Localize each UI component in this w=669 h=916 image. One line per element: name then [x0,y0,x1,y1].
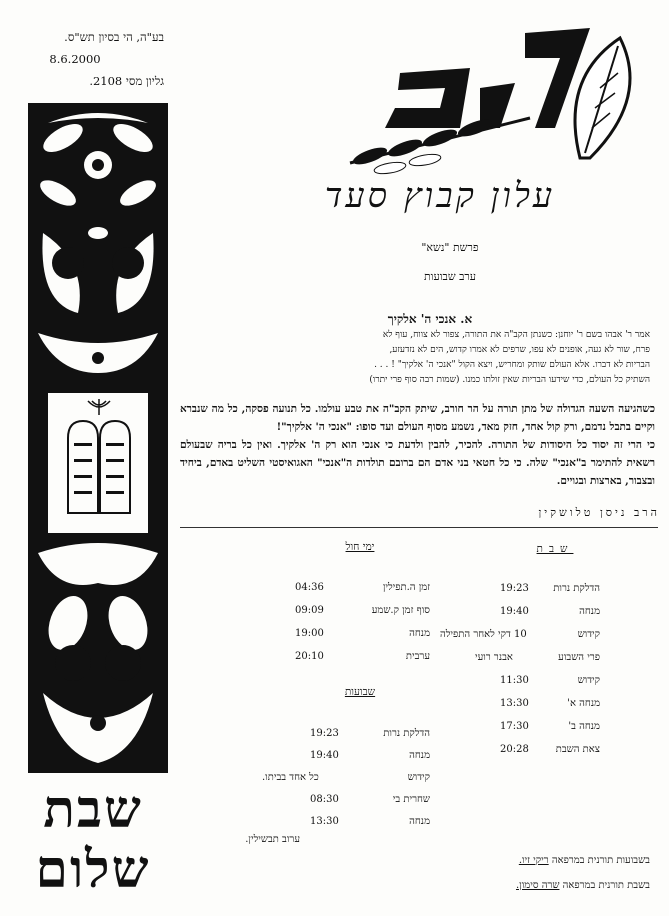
footer-line [400,855,650,866]
quote-line: הבריות לא דברו. אלא העולם שותק ומחריש, ויצא הקול "אנכי ה' אלקיך" ! . . . [374,360,650,370]
divider [180,527,658,528]
footer-name: ריקי זיו. [518,855,549,866]
article-quote [250,328,650,388]
footer-name: שרה סימון. [515,880,560,891]
leaf-icon [575,38,630,158]
issue-header [14,26,164,92]
parasha-name: פרשת "נשא" [421,241,479,254]
footer-line [400,880,650,891]
shalom-word: שלום [35,839,151,900]
article-author: הרב ניסן טלושקין [538,506,660,519]
shavuot-schedule-header: שבועות [344,686,376,698]
shabbat-shalom [18,780,168,900]
article-paragraph: כשהגיעה השעה הגדולה של מתן תורה על הר חורב, שיתק הקב"ה את טבע עולמו. כל תנועה פסקה, כל מה שנברא וקיים בתבל נדמם, ורק קול אחד, חזק מאד, נשמע מסוף העולם ועד סופו: "אנכי ה' אלקיך"! [180,403,655,433]
hebrew-date: בע"ה, הי בסיון תש"ס. [64,30,164,44]
ornament-column [28,103,168,773]
masthead-subtitle: עלון קבוץ סעד [324,176,556,216]
footer-label: בשבת תורנית במרפאה [562,880,650,891]
quote-line: אמר ר' אבהו בשם ר' יוחנן: כשנתן הקב"ה את התורה, צפור לא צווח, עוף לא [382,330,650,340]
quote-line: השתיק כל העולם, כדי שידעו הבריות שאין זולתו כמנו. (שמות רבה סוף פרי יתרו) [369,375,650,385]
issue-number: גליון מסי 2108. [89,74,164,88]
article-paragraph: כי הרי זה יסוד כל היסודות של התורה. להכיר, להבין ולדעת כי אנכי הוא רק ה' אלקיך. ואין כל בריה שבעולם רשאית להתימר ב"אנכי" שלה. כי כל חטאי בני אדם הם ברובם תולדות ה"אנכי" האגואיסטי השליט באדם, ביחיד ובצבור, בארצות ובגויים. [180,439,655,487]
weekday-schedule-header: ימי חול [345,541,375,553]
footer-label: בשבועות תורנית במרפאה [551,855,650,866]
shabbat-schedule-header: שבת [536,543,574,555]
title-letters [385,28,590,128]
article-title: א. אנכי ה' אלקיך [387,312,473,326]
occasion: ערב שבועות [423,270,477,283]
article-body [180,400,655,490]
eruv-note: ערוב תבשילין. [245,834,300,845]
gregorian-date: 8.6.2000 [49,52,101,66]
masthead-logo [330,18,660,178]
quote-line: פרח, שור לא געה, אופנים לא עפו, שרפים לא אמרו קדוש, הים לא נזדעזע, [389,345,650,355]
shabbat-word: שבת [43,779,143,840]
